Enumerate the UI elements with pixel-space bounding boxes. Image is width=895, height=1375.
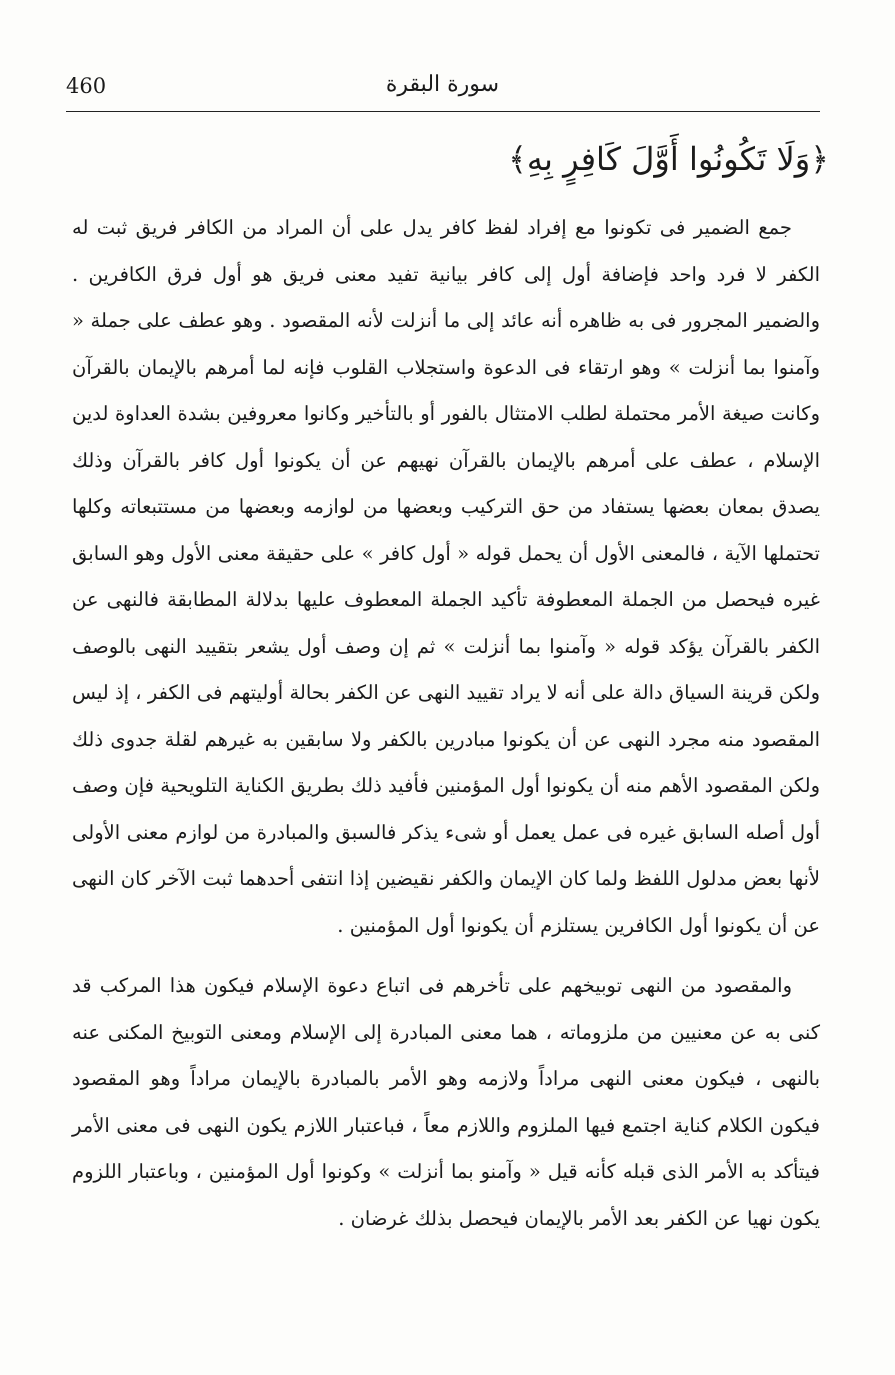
page-number: 460 bbox=[66, 74, 107, 98]
page-header bbox=[66, 70, 819, 110]
surah-title: سورة البقرة bbox=[385, 72, 500, 97]
quran-verse: ﴿وَلَا تَكُونُوا أَوَّلَ كَافِرٍ بِهِ﴾ bbox=[508, 140, 829, 178]
commentary-body bbox=[72, 205, 820, 1242]
commentary-paragraph: جمع الضمير فى تكونوا مع إفراد لفظ كافر يدل على أن المراد من الكافر فريق ثبت له الكفر لا فرد واحد فإضافة أول إلى كافر بيانية تفيد معنى فريق هو أول فرق الكافرين . والضمير المجرور فى به ظاهره أنه عائد إلى ما أنزلت لأنه المقصود . وهو عطف على جملة « وآمنوا بما أنزلت » وهو ارتقاء فى الدعوة واستجلاب القلوب فإنه لما أمرهم بالإيمان بالقرآن وكانت صيغة الأمر محتملة لطلب الامتثال بالفور أو بالتأخير وكانوا معروفين بشدة العداوة لدين الإسلام ، عطف على أمرهم بالإيمان بالقرآن نهيهم عن أن يكونوا أول كافر بالقرآن وذلك يصدق بمعان بعضها يستفاد من حق التركيب وبعضها من لوازمه وبعضها من مستتبعاته وكلها تحتملها الآية ، فالمعنى الأول أن يحمل قوله « أول كافر » على حقيقة معنى الأول وهو السابق غيره فيحصل من الجملة المعطوفة تأكيد الجملة المعطوف عليها بدلالة المطابقة فالنهى عن الكفر بالقرآن يؤكد قوله « وآمنوا بما أنزلت » ثم إن وصف أول يشعر بتقييد النهى بالوصف ولكن قرينة السياق دالة على أنه لا يراد تقييد النهى عن الكفر بحالة أوليتهم فى الكفر ، إذ ليس المقصود منه مجرد النهى عن أن يكونوا مبادرين بالكفر ولا سابقين به غيرهم لقلة جدوى ذلك ولكن المقصود الأهم منه أن يكونوا أول المؤمنين فأفيد ذلك بطريق الكناية التلويحية فإن وصف أول أصله السابق غيره فى عمل يعمل أو شىء يذكر فالسبق والمبادرة من لوازم معنى الأولى لأنها بعض مدلول اللفظ ولما كان الإيمان والكفر نقيضين إذا انتفى أحدهما ثبت الآخر كان النهى عن أن يكونوا أول الكافرين يستلزم أن يكونوا أول المؤمنين . bbox=[72, 216, 820, 937]
commentary-paragraph: والمقصود من النهى توبيخهم على تأخرهم فى اتباع دعوة الإسلام فيكون هذا المركب قد كنى به عن معنيين من ملزوماته ، هما معنى المبادرة إلى الإسلام ومعنى التوبيخ المكنى عنه بالنهى ، فيكون معنى النهى مراداً ولازمه وهو الأمر بالمبادرة بالإيمان مراداً وهو المقصود فيكون الكلام كناية اجتمع فيها الملزوم واللازم معاً ، فباعتبار اللازم يكون النهى فى معنى الأمر فيتأكد به الأمر الذى قبله كأنه قيل « وآمنو بما أنزلت » وكونوا أول المؤمنين ، وباعتبار اللزوم يكون نهيا عن الكفر بعد الأمر بالإيمان فيحصل بذلك غرضان . bbox=[72, 974, 820, 1230]
header-rule bbox=[66, 111, 820, 112]
